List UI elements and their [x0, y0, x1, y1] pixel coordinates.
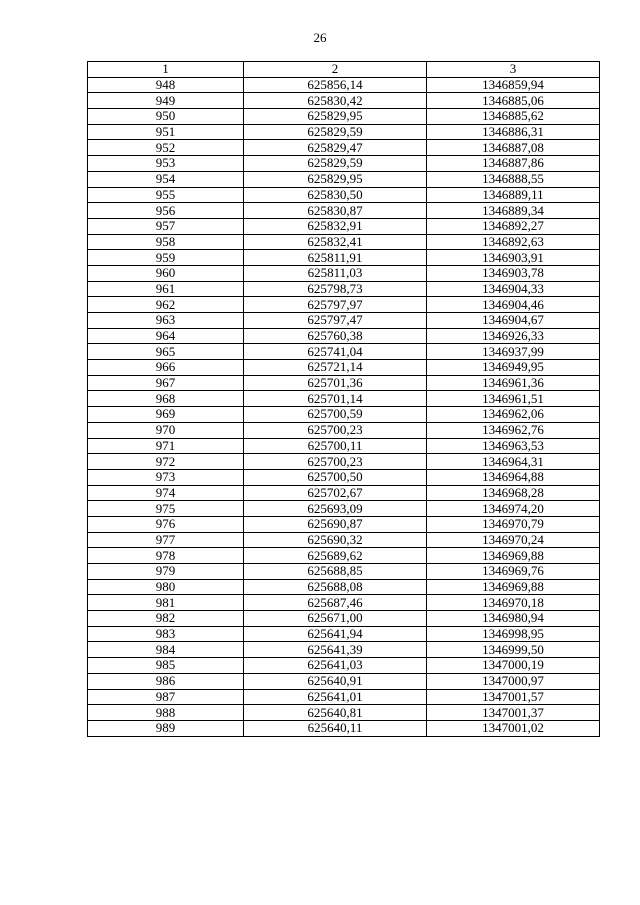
table-row [88, 77, 600, 93]
x-coordinate-cell: 625689,62 [244, 548, 427, 564]
x-coordinate-cell: 625702,67 [244, 485, 427, 501]
column-header-2: 2 [244, 62, 427, 78]
x-coordinate-cell: 625829,95 [244, 171, 427, 187]
x-coordinate-cell: 625641,94 [244, 626, 427, 642]
table-row [88, 501, 600, 517]
table-row [88, 516, 600, 532]
y-coordinate-cell: 1346949,95 [427, 360, 600, 376]
x-coordinate-cell: 625641,03 [244, 658, 427, 674]
table-row [88, 140, 600, 156]
point-number-cell: 949 [88, 93, 244, 109]
y-coordinate-cell: 1346904,33 [427, 281, 600, 297]
x-coordinate-cell: 625701,14 [244, 391, 427, 407]
point-number-cell: 978 [88, 548, 244, 564]
y-coordinate-cell: 1346892,27 [427, 218, 600, 234]
x-coordinate-cell: 625832,91 [244, 218, 427, 234]
table-row [88, 124, 600, 140]
point-number-cell: 988 [88, 705, 244, 721]
column-header-1: 1 [88, 62, 244, 78]
x-coordinate-cell: 625690,32 [244, 532, 427, 548]
point-number-cell: 984 [88, 642, 244, 658]
point-number-cell: 954 [88, 171, 244, 187]
point-number-cell: 985 [88, 658, 244, 674]
point-number-cell: 969 [88, 407, 244, 423]
y-coordinate-cell: 1346964,31 [427, 454, 600, 470]
x-coordinate-cell: 625640,91 [244, 673, 427, 689]
x-coordinate-cell: 625700,23 [244, 422, 427, 438]
table-row [88, 673, 600, 689]
point-number-cell: 963 [88, 313, 244, 329]
y-coordinate-cell: 1346961,36 [427, 375, 600, 391]
y-coordinate-cell: 1346980,94 [427, 611, 600, 627]
table-row [88, 344, 600, 360]
point-number-cell: 975 [88, 501, 244, 517]
x-coordinate-cell: 625741,04 [244, 344, 427, 360]
point-number-cell: 972 [88, 454, 244, 470]
table-row [88, 313, 600, 329]
y-coordinate-cell: 1346962,76 [427, 422, 600, 438]
y-coordinate-cell: 1346969,88 [427, 579, 600, 595]
table-row [88, 720, 600, 736]
y-coordinate-cell: 1346970,24 [427, 532, 600, 548]
y-coordinate-cell: 1347001,57 [427, 689, 600, 705]
point-number-cell: 971 [88, 438, 244, 454]
point-number-cell: 981 [88, 595, 244, 611]
x-coordinate-cell: 625690,87 [244, 516, 427, 532]
table-row [88, 658, 600, 674]
table-row [88, 109, 600, 125]
table-row [88, 281, 600, 297]
table-row [88, 548, 600, 564]
table-row [88, 250, 600, 266]
table-row [88, 438, 600, 454]
x-coordinate-cell: 625640,81 [244, 705, 427, 721]
table-row [88, 297, 600, 313]
x-coordinate-cell: 625721,14 [244, 360, 427, 376]
table-body [88, 77, 600, 736]
x-coordinate-cell: 625641,01 [244, 689, 427, 705]
y-coordinate-cell: 1346904,46 [427, 297, 600, 313]
x-coordinate-cell: 625700,11 [244, 438, 427, 454]
y-coordinate-cell: 1346964,88 [427, 469, 600, 485]
point-number-cell: 961 [88, 281, 244, 297]
y-coordinate-cell: 1346974,20 [427, 501, 600, 517]
y-coordinate-cell: 1346969,76 [427, 564, 600, 580]
y-coordinate-cell: 1346968,28 [427, 485, 600, 501]
x-coordinate-cell: 625641,39 [244, 642, 427, 658]
y-coordinate-cell: 1346998,95 [427, 626, 600, 642]
table-row [88, 485, 600, 501]
table-row [88, 171, 600, 187]
x-coordinate-cell: 625856,14 [244, 77, 427, 93]
y-coordinate-cell: 1346888,55 [427, 171, 600, 187]
point-number-cell: 950 [88, 109, 244, 125]
table-row [88, 595, 600, 611]
point-number-cell: 948 [88, 77, 244, 93]
y-coordinate-cell: 1346887,08 [427, 140, 600, 156]
y-coordinate-cell: 1346963,53 [427, 438, 600, 454]
x-coordinate-cell: 625829,59 [244, 156, 427, 172]
x-coordinate-cell: 625829,47 [244, 140, 427, 156]
x-coordinate-cell: 625830,42 [244, 93, 427, 109]
table-row [88, 234, 600, 250]
y-coordinate-cell: 1346859,94 [427, 77, 600, 93]
table-row [88, 407, 600, 423]
y-coordinate-cell: 1346903,91 [427, 250, 600, 266]
x-coordinate-cell: 625811,03 [244, 265, 427, 281]
x-coordinate-cell: 625798,73 [244, 281, 427, 297]
table-row [88, 422, 600, 438]
x-coordinate-cell: 625829,95 [244, 109, 427, 125]
table-row [88, 642, 600, 658]
table-row [88, 375, 600, 391]
table-row [88, 360, 600, 376]
y-coordinate-cell: 1346926,33 [427, 328, 600, 344]
y-coordinate-cell: 1346889,11 [427, 187, 600, 203]
table-row [88, 218, 600, 234]
y-coordinate-cell: 1346903,78 [427, 265, 600, 281]
point-number-cell: 962 [88, 297, 244, 313]
y-coordinate-cell: 1346892,63 [427, 234, 600, 250]
table-row [88, 187, 600, 203]
y-coordinate-cell: 1346961,51 [427, 391, 600, 407]
x-coordinate-cell: 625811,91 [244, 250, 427, 266]
y-coordinate-cell: 1346970,18 [427, 595, 600, 611]
y-coordinate-cell: 1346885,62 [427, 109, 600, 125]
point-number-cell: 951 [88, 124, 244, 140]
table-row [88, 391, 600, 407]
point-number-cell: 970 [88, 422, 244, 438]
point-number-cell: 967 [88, 375, 244, 391]
point-number-cell: 974 [88, 485, 244, 501]
point-number-cell: 958 [88, 234, 244, 250]
x-coordinate-cell: 625829,59 [244, 124, 427, 140]
table-row [88, 611, 600, 627]
y-coordinate-cell: 1346970,79 [427, 516, 600, 532]
y-coordinate-cell: 1347001,37 [427, 705, 600, 721]
y-coordinate-cell: 1347000,19 [427, 658, 600, 674]
y-coordinate-cell: 1346885,06 [427, 93, 600, 109]
x-coordinate-cell: 625688,85 [244, 564, 427, 580]
point-number-cell: 983 [88, 626, 244, 642]
table-row [88, 579, 600, 595]
x-coordinate-cell: 625700,50 [244, 469, 427, 485]
x-coordinate-cell: 625797,97 [244, 297, 427, 313]
point-number-cell: 957 [88, 218, 244, 234]
table-row [88, 469, 600, 485]
point-number-cell: 953 [88, 156, 244, 172]
x-coordinate-cell: 625832,41 [244, 234, 427, 250]
point-number-cell: 987 [88, 689, 244, 705]
point-number-cell: 968 [88, 391, 244, 407]
table-row [88, 532, 600, 548]
table-row [88, 564, 600, 580]
x-coordinate-cell: 625830,87 [244, 203, 427, 219]
y-coordinate-cell: 1346999,50 [427, 642, 600, 658]
point-number-cell: 980 [88, 579, 244, 595]
header-row [88, 62, 600, 78]
y-coordinate-cell: 1347000,97 [427, 673, 600, 689]
x-coordinate-cell: 625671,00 [244, 611, 427, 627]
point-number-cell: 976 [88, 516, 244, 532]
page-number: 26 [313, 30, 327, 45]
y-coordinate-cell: 1347001,02 [427, 720, 600, 736]
point-number-cell: 989 [88, 720, 244, 736]
table-row [88, 328, 600, 344]
y-coordinate-cell: 1346969,88 [427, 548, 600, 564]
point-number-cell: 964 [88, 328, 244, 344]
point-number-cell: 965 [88, 344, 244, 360]
x-coordinate-cell: 625640,11 [244, 720, 427, 736]
point-number-cell: 977 [88, 532, 244, 548]
x-coordinate-cell: 625688,08 [244, 579, 427, 595]
point-number-cell: 966 [88, 360, 244, 376]
x-coordinate-cell: 625687,46 [244, 595, 427, 611]
x-coordinate-cell: 625693,09 [244, 501, 427, 517]
x-coordinate-cell: 625830,50 [244, 187, 427, 203]
point-number-cell: 982 [88, 611, 244, 627]
table-row [88, 156, 600, 172]
table-row [88, 626, 600, 642]
point-number-cell: 956 [88, 203, 244, 219]
y-coordinate-cell: 1346904,67 [427, 313, 600, 329]
y-coordinate-cell: 1346937,99 [427, 344, 600, 360]
point-number-cell: 952 [88, 140, 244, 156]
y-coordinate-cell: 1346886,31 [427, 124, 600, 140]
point-number-cell: 960 [88, 265, 244, 281]
coordinates-table [87, 61, 600, 737]
column-header-3: 3 [427, 62, 600, 78]
point-number-cell: 986 [88, 673, 244, 689]
x-coordinate-cell: 625760,38 [244, 328, 427, 344]
point-number-cell: 955 [88, 187, 244, 203]
point-number-cell: 973 [88, 469, 244, 485]
x-coordinate-cell: 625701,36 [244, 375, 427, 391]
x-coordinate-cell: 625797,47 [244, 313, 427, 329]
table-row [88, 689, 600, 705]
point-number-cell: 959 [88, 250, 244, 266]
table-row [88, 93, 600, 109]
table-row [88, 265, 600, 281]
y-coordinate-cell: 1346962,06 [427, 407, 600, 423]
table-header [88, 62, 600, 78]
point-number-cell: 979 [88, 564, 244, 580]
table-row [88, 454, 600, 470]
table-row [88, 203, 600, 219]
y-coordinate-cell: 1346887,86 [427, 156, 600, 172]
x-coordinate-cell: 625700,59 [244, 407, 427, 423]
table-row [88, 705, 600, 721]
x-coordinate-cell: 625700,23 [244, 454, 427, 470]
y-coordinate-cell: 1346889,34 [427, 203, 600, 219]
